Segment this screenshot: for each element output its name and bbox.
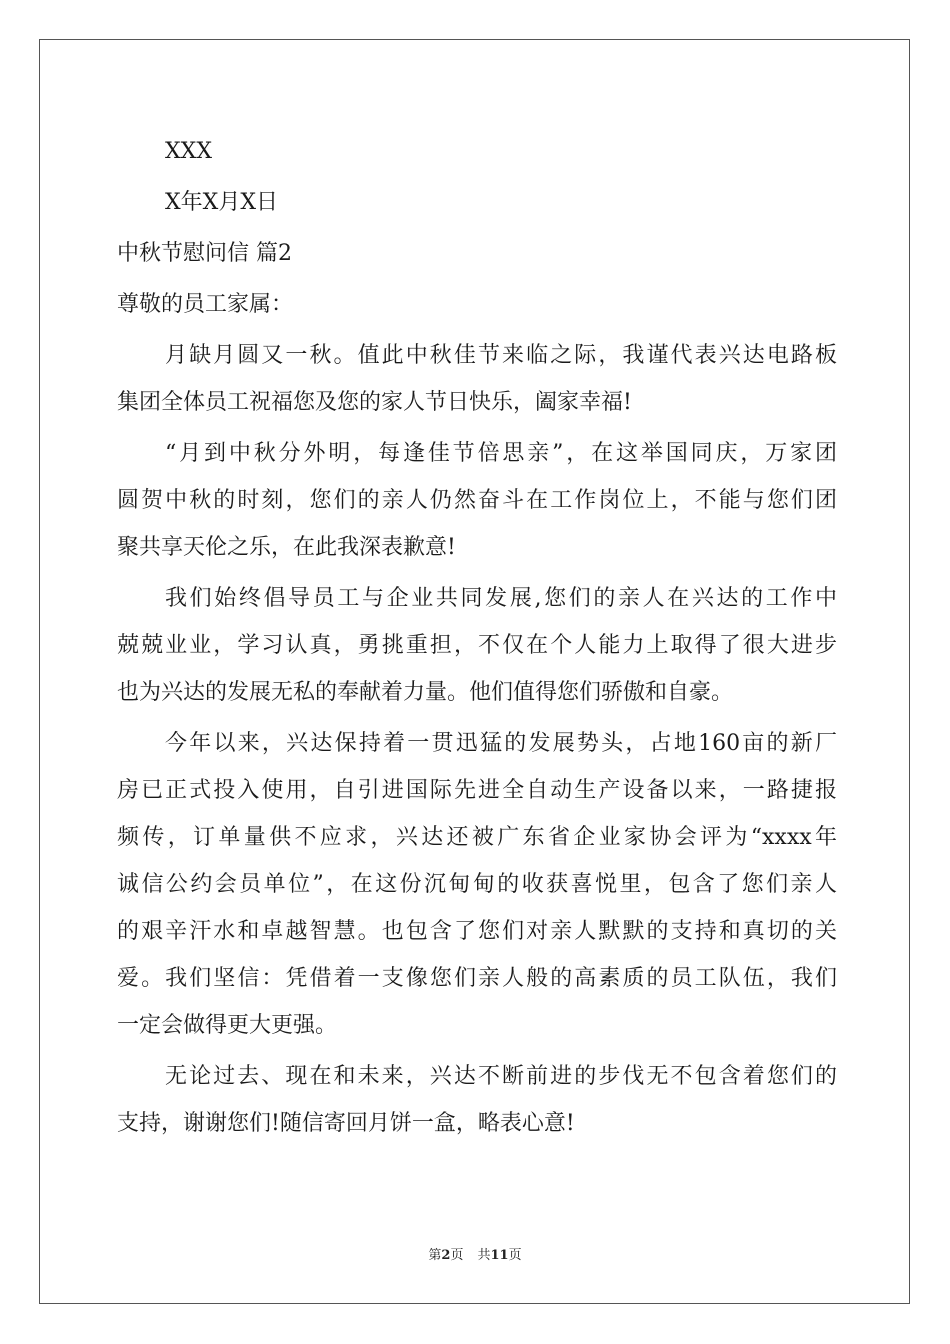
- paragraph-line: 今年以来，兴达保持着一贯迅猛的发展势头，占地160亩的新厂: [165, 731, 837, 756]
- paragraph-line: 我们始终倡导员工与企业共同发展,您们的亲人在兴达的工作中: [165, 586, 837, 611]
- paragraph-line: 无论过去、现在和未来，兴达不断前进的步伐无不包含着您们的: [165, 1064, 837, 1089]
- total-prefix: 共: [477, 1248, 491, 1263]
- page-prefix: 第: [428, 1248, 442, 1263]
- paragraph-line: 的艰辛汗水和卓越智慧。也包含了您们对亲人默默的支持和真切的关: [117, 919, 837, 944]
- page-suffix: 页: [450, 1248, 464, 1263]
- paragraph-line: 爱。我们坚信：凭借着一支像您们亲人般的高素质的员工队伍，我们: [117, 966, 837, 991]
- paragraph-line: 一定会做得更大更强。: [117, 1013, 338, 1038]
- paragraph-4: [117, 720, 837, 1049]
- signature-name: XXX: [165, 139, 212, 164]
- page-footer: [0, 1247, 950, 1265]
- total-page-count: 11: [490, 1248, 509, 1263]
- salutation: 尊敬的员工家属：: [117, 292, 294, 317]
- paragraph-line: 集团全体员工祝福您及您的家人节日快乐，阖家幸福!: [117, 390, 632, 415]
- current-page-number: 2: [441, 1248, 451, 1263]
- paragraph-line: 月缺月圆又一秋。值此中秋佳节来临之际，我谨代表兴达电路板: [165, 343, 837, 368]
- paragraph-line: 诚信公约会员单位”，在这份沉甸甸的收获喜悦里，包含了您们亲人: [117, 872, 837, 897]
- paragraph-line: 频传，订单量供不应求，兴达还被广东省企业家协会评为“xxxx年: [117, 825, 837, 850]
- paragraph-line: 兢兢业业，学习认真，勇挑重担，不仅在个人能力上取得了很大进步: [117, 633, 837, 658]
- paragraph-2: [117, 430, 837, 571]
- paragraph-line: 圆贺中秋的时刻，您们的亲人仍然奋斗在工作岗位上，不能与您们团: [117, 488, 837, 513]
- paragraph-line: 房已正式投入使用，自引进国际先进全自动生产设备以来，一路捷报: [117, 778, 837, 803]
- paragraph-5: [117, 1053, 837, 1147]
- paragraph-line: 聚共享天伦之乐，在此我深表歉意!: [117, 535, 456, 560]
- paragraph-1: [117, 332, 837, 426]
- signature-date: X年X月X日: [165, 190, 278, 215]
- letter-body: [117, 128, 837, 1147]
- paragraph-line: 也为兴达的发展无私的奉献着力量。他们值得您们骄傲和自豪。: [117, 680, 734, 705]
- total-suffix: 页: [508, 1248, 522, 1263]
- paragraph-line: 支持，谢谢您们!随信寄回月饼一盒，略表心意!: [117, 1111, 575, 1136]
- paragraph-3: [117, 575, 837, 716]
- letter-title: 中秋节慰问信 篇2: [117, 241, 292, 266]
- paragraph-line: “月到中秋分外明，每逢佳节倍思亲”，在这举国同庆，万家团: [165, 441, 837, 466]
